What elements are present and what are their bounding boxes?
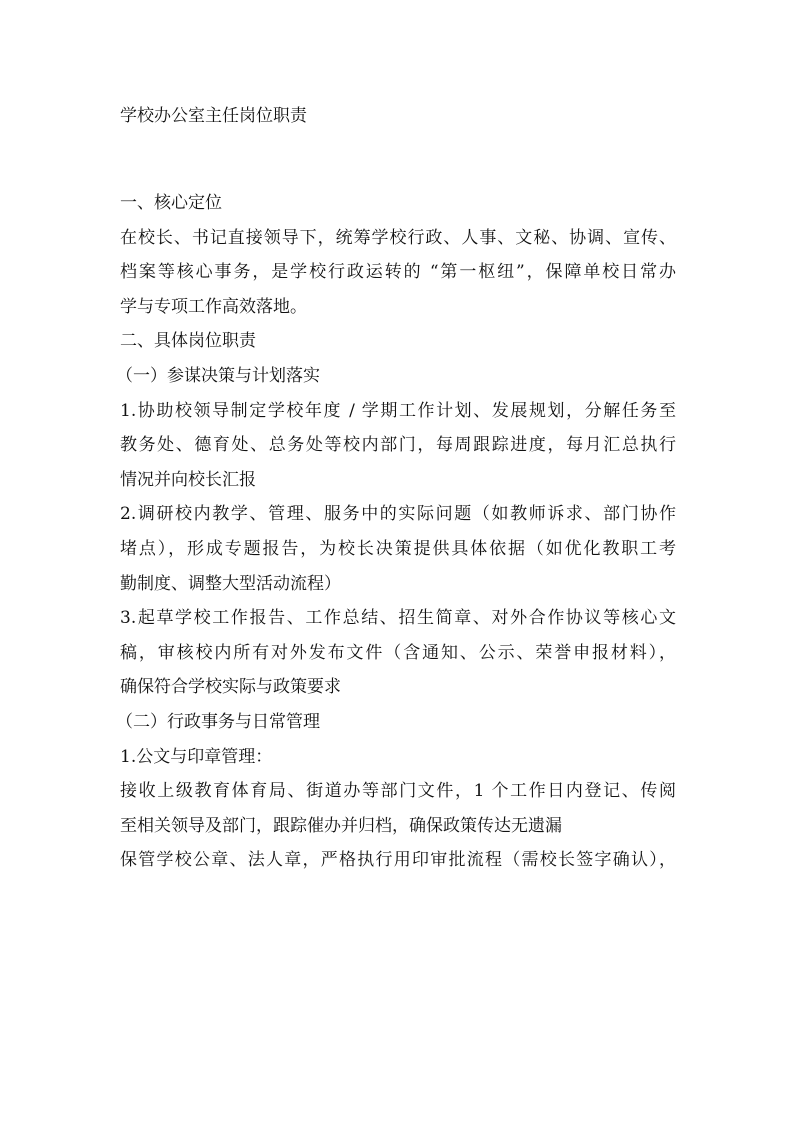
body-text-line: 稿，审核校内所有对外发布文件（含通知、公示、荣誉申报材料），	[120, 642, 676, 663]
body-text-line: 1.协助校领导制定学校年度 / 学期工作计划、发展规划，分解任务至	[120, 400, 676, 421]
body-text-line: 至相关领导及部门，跟踪催办并归档，确保政策传达无遗漏	[120, 815, 562, 836]
body-text-line: 3.起草学校工作报告、工作总结、招生简章、对外合作协议等核心文	[120, 608, 676, 629]
body-text-line: 堵点），形成专题报告，为校长决策提供具体依据（如优化教职工考	[120, 538, 676, 559]
body-text-line: 情况并向校长汇报	[120, 469, 256, 490]
body-text-line: 档案等核心事务，是学校行政运转的 “第一枢纽”，保障单校日常办	[120, 262, 676, 283]
body-text-line: 确保符合学校实际与政策要求	[120, 677, 341, 698]
document-title: 学校办公室主任岗位职责	[120, 106, 307, 126]
section-subheading: （二）行政事务与日常管理	[116, 711, 320, 732]
body-text-line: 一、核心定位	[120, 193, 222, 213]
body-text-line: 1.公文与印章管理：	[120, 746, 273, 767]
body-text-line: 二、具体岗位职责	[120, 331, 256, 352]
body-text-line: 2.调研校内教学、管理、服务中的实际问题（如教师诉求、部门协作	[120, 504, 676, 525]
body-text-line: 保管学校公章、法人章，严格执行用印审批流程（需校长签字确认），	[120, 850, 676, 871]
body-text-line: 在校长、书记直接领导下，统筹学校行政、人事、文秘、协调、宣传、	[120, 227, 676, 248]
section-subheading: （一）参谋决策与计划落实	[116, 365, 320, 386]
document-body	[116, 186, 676, 878]
body-text-line: 学与专项工作高效落地。	[120, 296, 307, 317]
body-text-line: 接收上级教育体育局、街道办等部门文件，1 个工作日内登记、传阅	[120, 781, 676, 802]
body-text-line: 教务处、德育处、总务处等校内部门，每周跟踪进度，每月汇总执行	[120, 435, 676, 456]
body-text-line: 勤制度、调整大型活动流程）	[120, 573, 341, 594]
